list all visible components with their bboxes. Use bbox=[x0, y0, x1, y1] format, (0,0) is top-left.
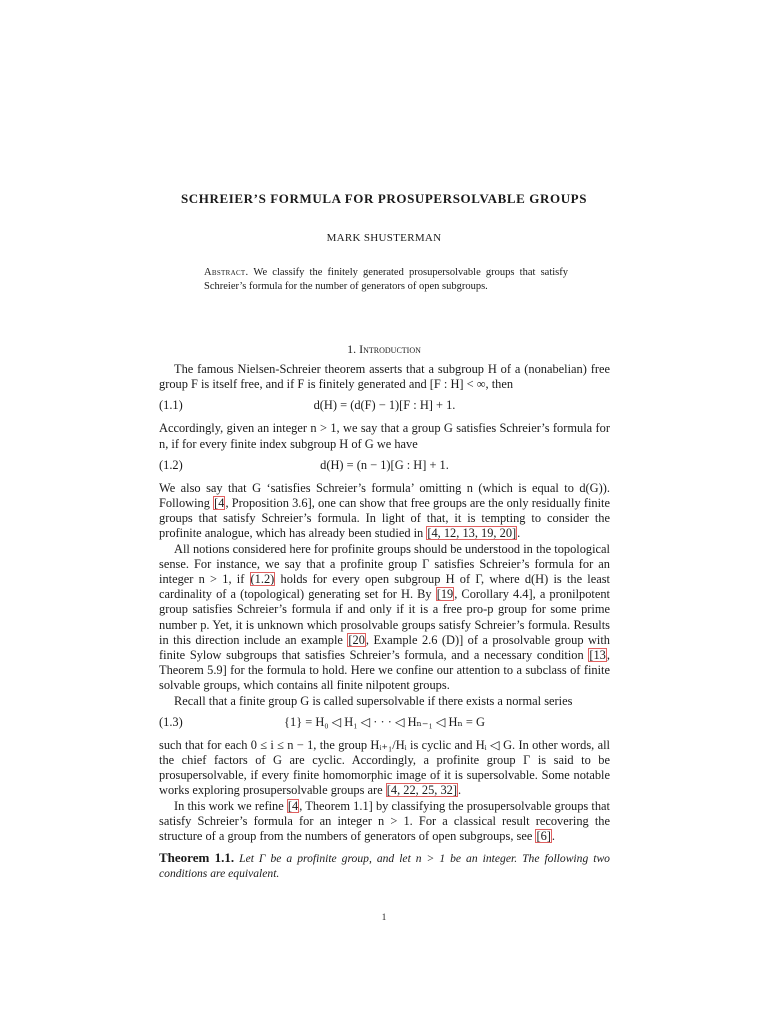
equation-1-1 bbox=[159, 394, 610, 418]
text-run: such that for each 0 ≤ i ≤ n − 1, the group Hᵢ₊₁/Hᵢ is cyclic and Hᵢ ◁ G. In other words, all the chief factors of G are cyclic. Accordingly, a profinite group Γ is said to be prosupersolvable, if every finite homomorphic image of it is supersolvable. Some notable works exploring prosupersolvable groups are bbox=[159, 737, 610, 798]
section-number: 1. bbox=[347, 342, 360, 356]
citation-link[interactable]: [4, 22, 25, 32] bbox=[386, 783, 457, 798]
citation-link[interactable]: [20 bbox=[348, 632, 365, 647]
body-text bbox=[159, 362, 610, 882]
citation-link[interactable]: [4, 12, 13, 19, 20] bbox=[427, 526, 517, 541]
paragraph-7 bbox=[159, 799, 610, 845]
equation-number: (1.3) bbox=[159, 714, 183, 729]
paragraph-6 bbox=[159, 738, 610, 799]
equation-expression: d(H) = (n − 1)[G : H] + 1. bbox=[320, 457, 449, 472]
citation-link[interactable]: [4 bbox=[214, 496, 225, 511]
paper-title: SCHREIER’S FORMULA FOR PROSUPERSOLVABLE GROUPS bbox=[180, 191, 588, 206]
paragraph-2: Accordingly, given an integer n > 1, we say that a group G satisfies Schreier’s formula for n, if for every finite index subgroup H of G we have bbox=[159, 421, 610, 451]
text-run: , Proposition 3.6], one can show that free groups are the only residually finite groups that satisfy Schreier’s formula. In light of that, it is tempting to consider the profinite analogue, which has already been studied in bbox=[159, 496, 610, 541]
paragraph-3 bbox=[159, 481, 610, 542]
text-run: . bbox=[457, 783, 462, 798]
citation-link[interactable]: [4 bbox=[287, 798, 299, 813]
citation-link[interactable]: [6] bbox=[536, 829, 551, 844]
section-name: Introduction bbox=[359, 342, 421, 356]
text-run: . bbox=[517, 526, 521, 541]
text-run: , Corollary 4.4], a pronilpotent group satisfies Schreier’s formula if and only if it is a free pro-p group for some prime number p. Yet, it is unknown which prosolvable groups satisfy Schreier’s formula. Results in this direction include an example bbox=[159, 587, 610, 647]
equation-expression: {1} = H₀ ◁ H₁ ◁ · · · ◁ Hₙ₋₁ ◁ Hₙ = G bbox=[284, 714, 485, 729]
citation-link[interactable]: [19 bbox=[436, 587, 454, 602]
page-number: 1 bbox=[381, 912, 387, 922]
paragraph-1: The famous Nielsen-Schreier theorem asserts that a subgroup H of a (nonabelian) free group F is itself free, and if F is finitely generated and [F : H] < ∞, then bbox=[159, 362, 610, 392]
paragraph-4 bbox=[159, 542, 610, 694]
text-run: , Example 2.6 (D)] of a prosolvable group with finite Sylow subgroups that satisfies Schreier’s formula, and a necessary condition bbox=[159, 632, 610, 663]
equation-1-2 bbox=[159, 454, 610, 478]
text-run: holds for every open subgroup H of Γ, where d(H) is the least cardinality of a (topological) generating set for H. By bbox=[159, 572, 610, 602]
paragraph-5: Recall that a finite group G is called supersolvable if there exists a normal series bbox=[174, 693, 573, 708]
equation-expression: d(H) = (d(F) − 1)[F : H] + 1. bbox=[313, 398, 456, 413]
citation-link[interactable]: [13 bbox=[589, 648, 606, 663]
text-run: We also say that G ‘satisfies Schreier’s formula’ omitting n (which is equal to d(G)). Following bbox=[159, 480, 610, 511]
abstract bbox=[204, 266, 568, 294]
text-run: , Theorem 1.1] by classifying the prosupersolvable groups that satisfy Schreier’s formula for an integer n > 1. For a classical result recovering the structure of a group from the numbers of generators of open subgroups, see bbox=[159, 798, 610, 844]
equation-1-3 bbox=[159, 711, 610, 735]
text-run: In this work we refine bbox=[174, 798, 287, 813]
text-run: All notions considered here for profinite groups should be understood in the topological sense. For instance, we say that a profinite group Γ satisfies Schreier’s formula for an integer n > 1, if bbox=[159, 541, 610, 587]
abstract-label: Abstract. bbox=[204, 267, 249, 278]
theorem-statement: Let Γ be a profinite group, and let n > 1 be an integer. The following two conditions are equivalent. bbox=[159, 852, 610, 881]
equation-reference-link[interactable]: (1.2) bbox=[250, 572, 275, 587]
equation-number: (1.1) bbox=[159, 398, 183, 413]
theorem-1-1 bbox=[159, 850, 610, 881]
theorem-heading: Theorem 1.1. bbox=[159, 850, 235, 866]
equation-number: (1.2) bbox=[159, 457, 183, 472]
section-heading bbox=[0, 342, 768, 357]
author-name: MARK SHUSTERMAN bbox=[326, 232, 442, 244]
text-run: , Theorem 5.9] for the formula to hold. Here we confine our attention to a subclass of finite solvable groups, which contains all finite nilpotent groups. bbox=[159, 648, 610, 693]
text-run: . bbox=[551, 829, 555, 844]
abstract-text: We classify the finitely generated prosupersolvable groups that satisfy Schreier’s formula for the number of generators of open subgroups. bbox=[204, 267, 568, 292]
